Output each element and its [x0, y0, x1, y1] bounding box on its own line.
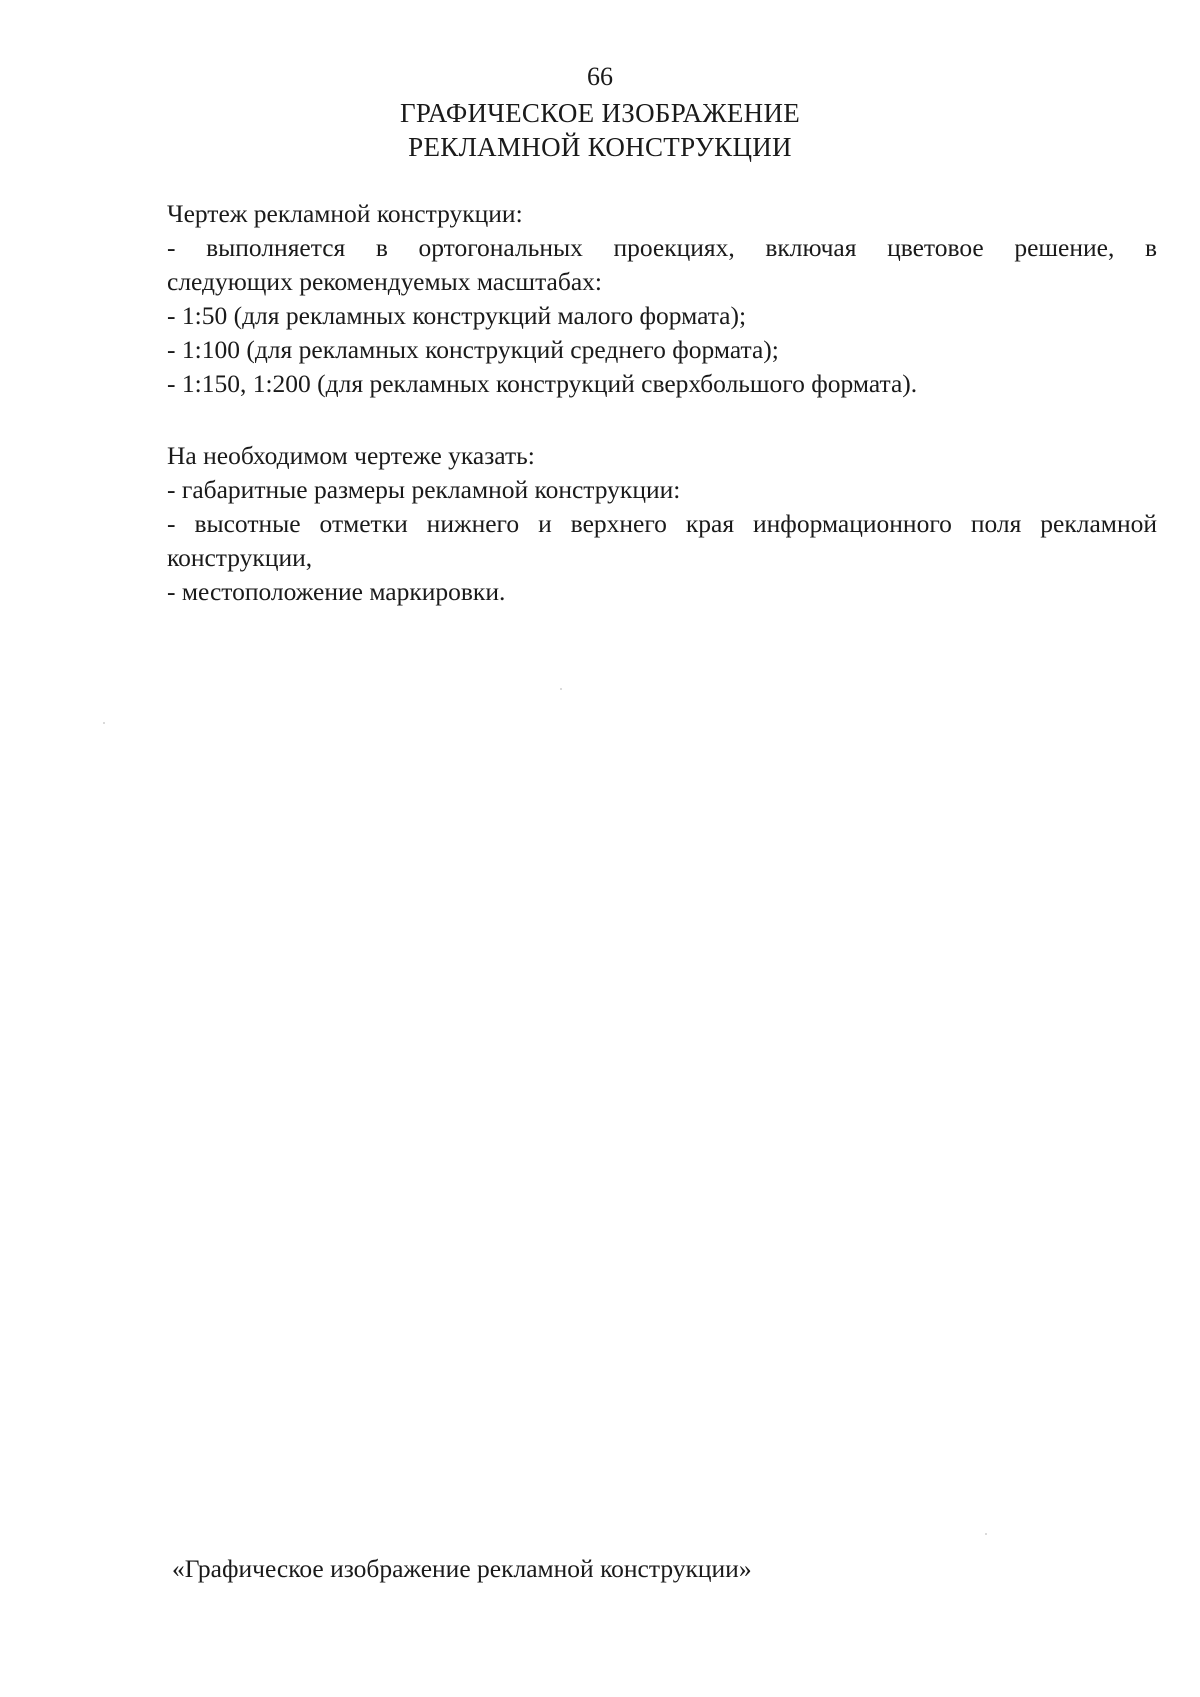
footer-caption: «Графическое изображение рекламной конструкции»: [172, 1554, 752, 1583]
document-title: [0, 96, 1200, 164]
requirement-item-2-line-1: - высотные отметки нижнего и верхнего края информационного поля рекламной: [167, 509, 1157, 538]
section2-heading: На необходимом чертеже указать:: [167, 441, 535, 470]
section1-line-2: следующих рекомендуемых масштабах:: [167, 267, 602, 296]
requirement-item-3: - местоположение маркировки.: [167, 577, 506, 606]
scan-speck: [103, 722, 105, 724]
document-body: [167, 197, 1157, 609]
page-number: 66: [587, 62, 613, 91]
section1-heading: Чертеж рекламной конструкции:: [167, 199, 523, 228]
section1-line-1: - выполняется в ортогональных проекциях, включая цветовое решение, в: [167, 233, 1157, 262]
paragraph-gap: [167, 401, 1157, 439]
requirement-item-2-line-2: конструкции,: [167, 543, 313, 572]
scan-speck: [560, 688, 562, 690]
scale-item-1: - 1:50 (для рекламных конструкций малого формата);: [167, 301, 747, 330]
title-line-1: ГРАФИЧЕСКОЕ ИЗОБРАЖЕНИЕ: [399, 98, 801, 128]
scale-item-2: - 1:100 (для рекламных конструкций среднего формата);: [167, 335, 779, 364]
requirement-item-1: - габаритные размеры рекламной конструкции:: [167, 475, 681, 504]
title-line-2: РЕКЛАМНОЙ КОНСТРУКЦИИ: [408, 132, 792, 162]
scale-item-3: - 1:150, 1:200 (для рекламных конструкций сверхбольшого формата).: [167, 369, 918, 398]
scan-speck: [985, 1533, 987, 1535]
